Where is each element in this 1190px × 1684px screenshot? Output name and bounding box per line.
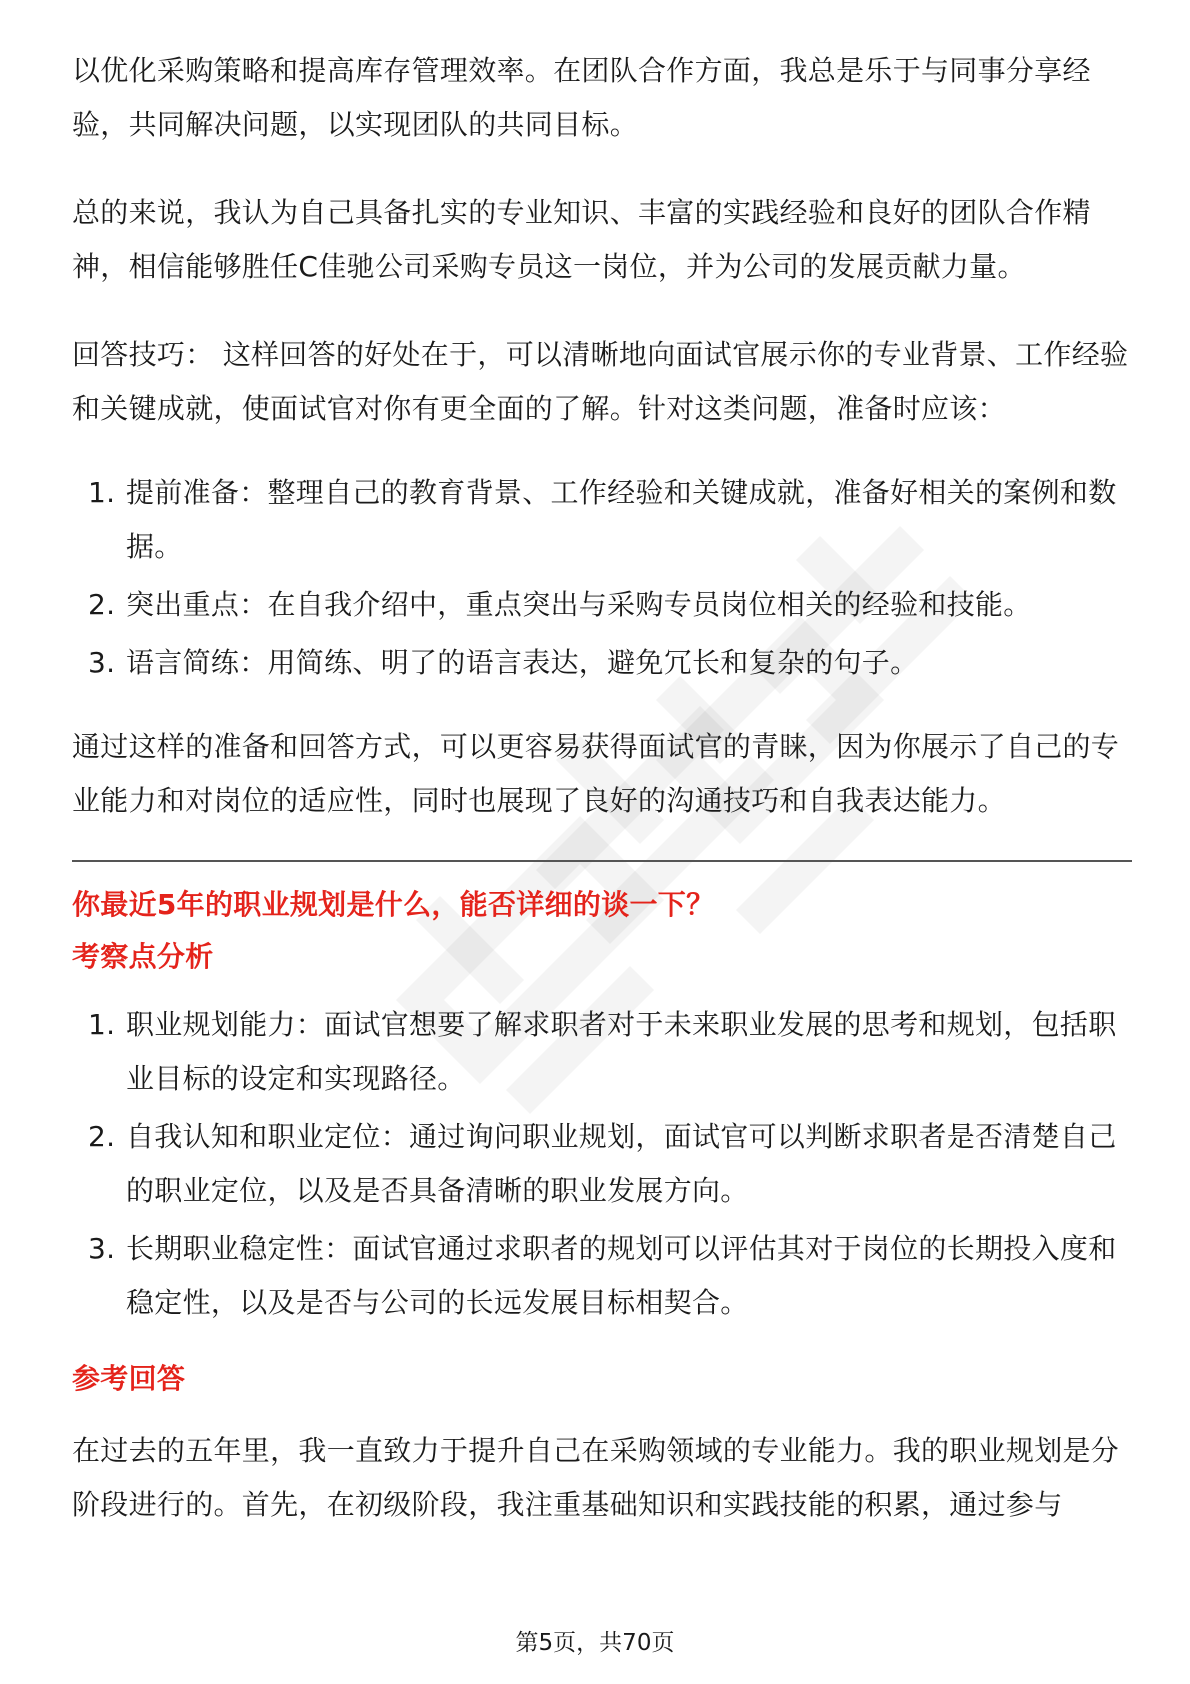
list-item (72, 636, 1132, 690)
answer-paragraph: 在过去的五年里，我一直致力于提升自己在采购领域的专业能力。我的职业规划是分阶段进行的。首先，在初级阶段，我注重基础知识和实践技能的积累，通过参与 (72, 1434, 1120, 1521)
list-item-text: 职业规划能力：面试官想要了解求职者对于未来职业发展的思考和规划，包括职业目标的设定和实现路径。 (126, 1008, 1117, 1095)
list-item-text: 长期职业稳定性：面试官通过求职者的规划可以评估其对于岗位的长期投入度和稳定性，以及是否与公司的长远发展目标相契合。 (126, 1232, 1117, 1319)
tips-list (72, 466, 1132, 690)
analysis-list (72, 998, 1132, 1330)
list-item-text: 突出重点：在自我介绍中，重点突出与采购专员岗位相关的经验和技能。 (126, 588, 1032, 621)
list-number: 3. (88, 646, 116, 679)
document-body (72, 44, 1132, 1532)
list-item-text: 自我认知和职业定位：通过询问职业规划，面试官可以判断求职者是否清楚自己的职业定位，以及是否具备清晰的职业发展方向。 (126, 1120, 1117, 1207)
list-number: 2. (88, 588, 116, 621)
list-number: 3. (88, 1232, 116, 1265)
answer-heading: 参考回答 (72, 1362, 186, 1395)
list-item-text: 提前准备：整理自己的教育背景、工作经验和关键成就，准备好相关的案例和数据。 (126, 476, 1117, 563)
list-number: 1. (88, 1008, 116, 1041)
paragraph-intro-continued: 以优化采购策略和提高库存管理效率。在团队合作方面，我总是乐于与同事分享经验，共同解决问题，以实现团队的共同目标。 (72, 54, 1091, 141)
analysis-heading: 考察点分析 (72, 940, 214, 973)
list-number: 1. (88, 476, 116, 509)
paragraph-summary: 总的来说，我认为自己具备扎实的专业知识、丰富的实践经验和良好的团队合作精神，相信能够胜任C佳驰公司采购专员这一岗位，并为公司的发展贡献力量。 (72, 196, 1091, 283)
list-item (72, 1110, 1132, 1218)
page-number: 第5页，共70页 (515, 1630, 675, 1656)
paragraph-conclusion: 通过这样的准备和回答方式，可以更容易获得面试官的青睐，因为你展示了自己的专业能力和对岗位的适应性，同时也展现了良好的沟通技巧和自我表达能力。 (72, 730, 1120, 817)
list-item (72, 998, 1132, 1106)
paragraph-answer-tips: 回答技巧： 这样回答的好处在于，可以清晰地向面试官展示你的专业背景、工作经验和关键成就，使面试官对你有更全面的了解。针对这类问题，准备时应该： (72, 338, 1129, 425)
list-item (72, 578, 1132, 632)
list-item (72, 1222, 1132, 1330)
question-title: 你最近5年的职业规划是什么，能否详细的谈一下？ (72, 888, 715, 921)
list-number: 2. (88, 1120, 116, 1153)
list-item-text: 语言简练：用简练、明了的语言表达，避免冗长和复杂的句子。 (126, 646, 919, 679)
list-item (72, 466, 1132, 574)
section-divider (72, 860, 1132, 862)
